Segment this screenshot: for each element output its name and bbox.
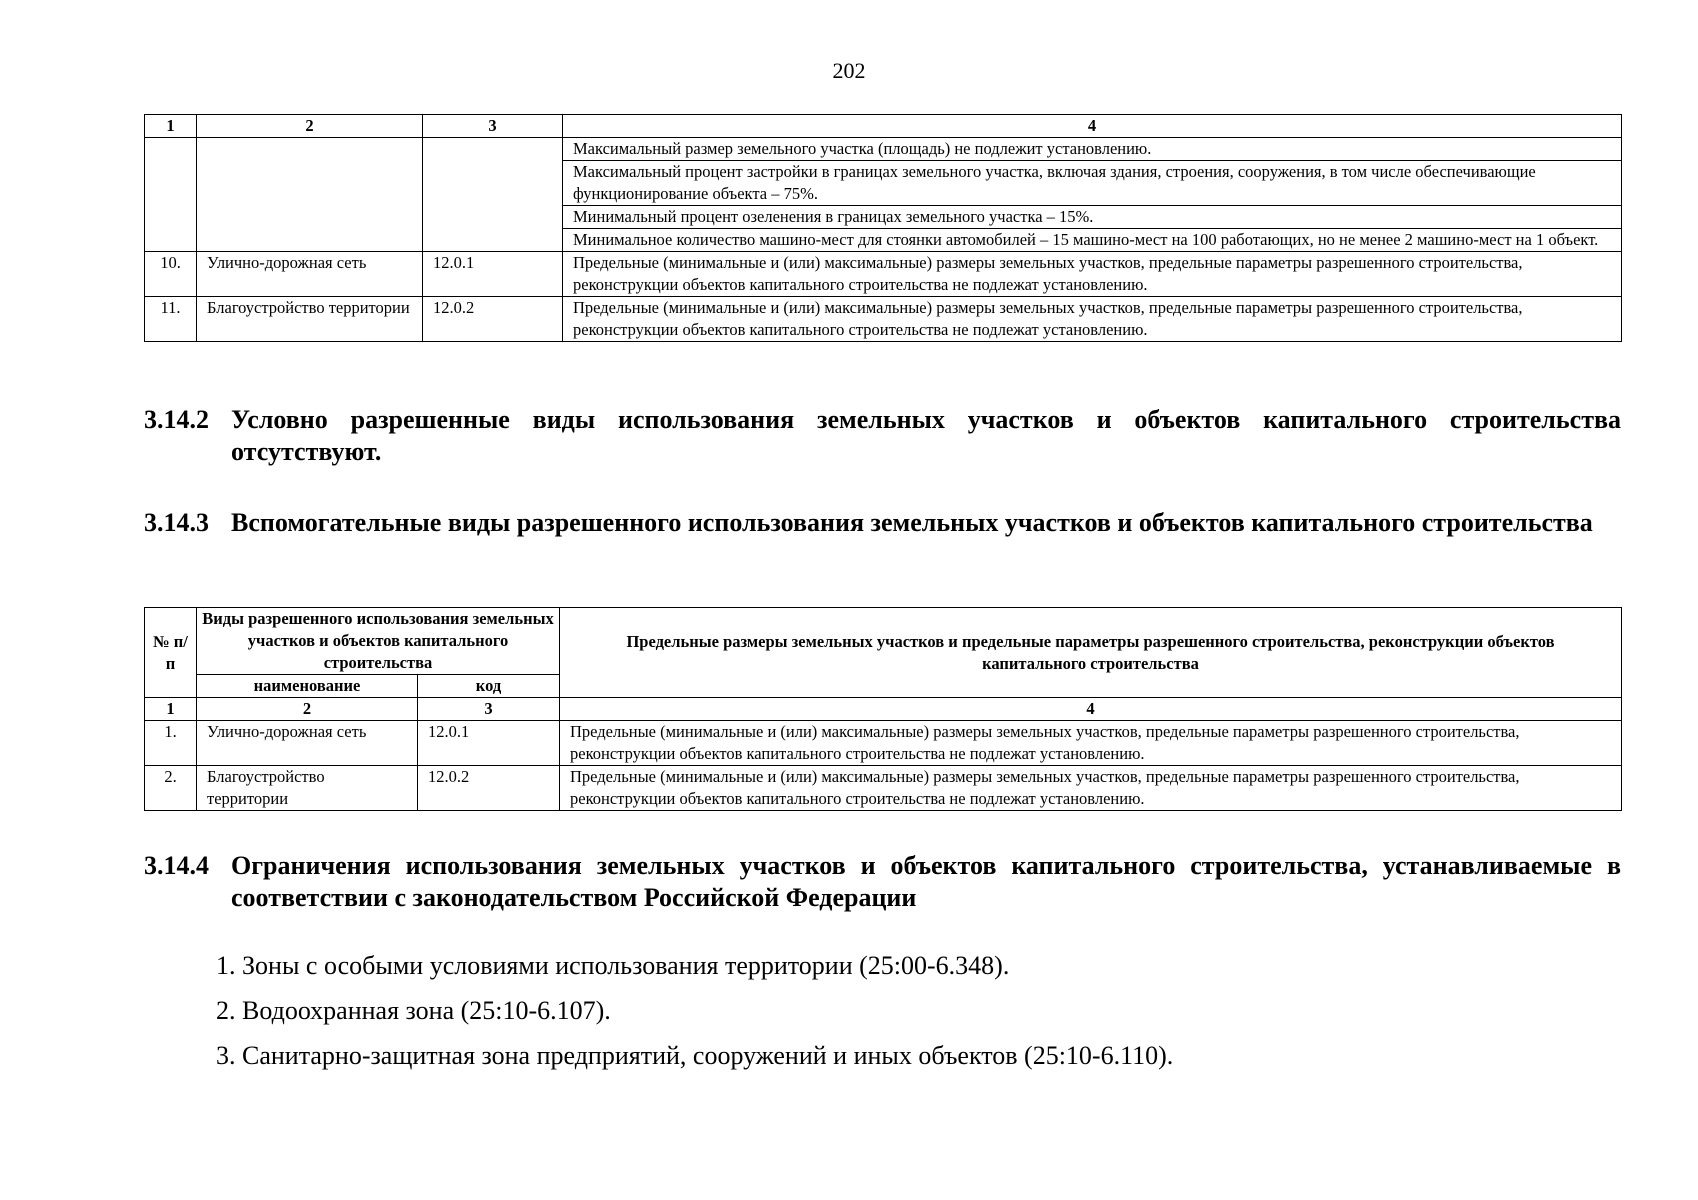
auxiliary-uses-table (144, 607, 1622, 811)
row-number: 11. (145, 297, 197, 342)
header-params: Предельные размеры земельных участков и предельные параметры разрешенного строительства, реконструкции объектов капитального строительства (560, 608, 1622, 698)
header-num: № п/п (145, 608, 197, 698)
table-row (145, 721, 1622, 766)
use-code: 12.0.1 (418, 721, 560, 766)
section-heading-3-14-4 (144, 850, 1621, 914)
column-numbers-row (145, 115, 1622, 138)
table-row (145, 766, 1622, 811)
table-row (145, 138, 1622, 161)
column-number: 3 (423, 115, 563, 138)
section-title: Вспомогательные виды разрешенного использования земельных участков и объектов капитального строительства (231, 508, 1593, 537)
use-code: 12.0.2 (418, 766, 560, 811)
param-cell: Максимальный процент застройки в границах земельного участка, включая здания, строения, сооружения, в том числе обеспечивающие функционирование объекта – 75%. (563, 161, 1622, 206)
empty-cell (197, 138, 423, 252)
param-cell: Предельные (минимальные и (или) максимальные) размеры земельных участков, предельные параметры разрешенного строительства, реконструкции объектов капитального строительства не подлежат установлению. (560, 766, 1622, 811)
column-number: 2 (197, 698, 418, 721)
use-code: 12.0.1 (423, 252, 563, 297)
param-cell: Минимальный процент озеленения в границах земельного участка – 15%. (563, 206, 1622, 229)
use-name: Благоустройство территории (197, 297, 423, 342)
column-number: 2 (197, 115, 423, 138)
param-cell: Максимальный размер земельного участка (площадь) не подлежит установлению. (563, 138, 1622, 161)
table-row (145, 297, 1622, 342)
limitations-list (216, 950, 1173, 1085)
table-row (145, 252, 1622, 297)
column-number: 4 (560, 698, 1622, 721)
section-heading-3-14-2 (144, 404, 1621, 468)
permitted-uses-table-continued (144, 114, 1622, 342)
section-number: 3.14.4 (144, 851, 209, 880)
list-item: 1. Зоны с особыми условиями использования территории (25:00-6.348). (216, 951, 1010, 980)
empty-cell (423, 138, 563, 252)
param-cell: Предельные (минимальные и (или) максимальные) размеры земельных участков, предельные параметры разрешенного строительства, реконструкции объектов капитального строительства не подлежат установлению. (563, 297, 1622, 342)
column-numbers-row (145, 698, 1622, 721)
use-name: Улично-дорожная сеть (197, 252, 423, 297)
section-number: 3.14.2 (144, 405, 209, 434)
page-number: 202 (832, 58, 866, 83)
use-code: 12.0.2 (423, 297, 563, 342)
use-name: Улично-дорожная сеть (197, 721, 418, 766)
column-number: 1 (145, 115, 197, 138)
row-number: 10. (145, 252, 197, 297)
empty-cell (145, 138, 197, 252)
table-header-row (145, 608, 1622, 675)
param-cell: Предельные (минимальные и (или) максимальные) размеры земельных участков, предельные параметры разрешенного строительства, реконструкции объектов капитального строительства не подлежат установлению. (560, 721, 1622, 766)
row-number: 1. (145, 721, 197, 766)
param-cell: Минимальное количество машино-мест для стоянки автомобилей – 15 машино-мест на 100 работающих, но не менее 2 машино-мест на 1 объект. (563, 229, 1622, 252)
use-name: Благоустройство территории (197, 766, 418, 811)
section-number: 3.14.3 (144, 508, 209, 537)
column-number: 4 (563, 115, 1622, 138)
section-title: Условно разрешенные виды использования земельных участков и объектов капитального строительства отсутствуют. (231, 405, 1621, 466)
header-code: код (418, 675, 560, 698)
list-item: 2. Водоохранная зона (25:10-6.107). (216, 996, 611, 1025)
list-item: 3. Санитарно-защитная зона предприятий, сооружений и иных объектов (25:10-6.110). (216, 1041, 1174, 1070)
header-types: Виды разрешенного использования земельных участков и объектов капитального строительства (197, 608, 560, 675)
row-number: 2. (145, 766, 197, 811)
param-cell: Предельные (минимальные и (или) максимальные) размеры земельных участков, предельные параметры разрешенного строительства, реконструкции объектов капитального строительства не подлежат установлению. (563, 252, 1622, 297)
section-title: Ограничения использования земельных участков и объектов капитального строительства, устанавливаемые в соответствии с законодательством Российской Федерации (231, 851, 1621, 912)
section-heading-3-14-3 (144, 507, 1621, 539)
column-number: 1 (145, 698, 197, 721)
column-number: 3 (418, 698, 560, 721)
header-name: наименование (197, 675, 418, 698)
